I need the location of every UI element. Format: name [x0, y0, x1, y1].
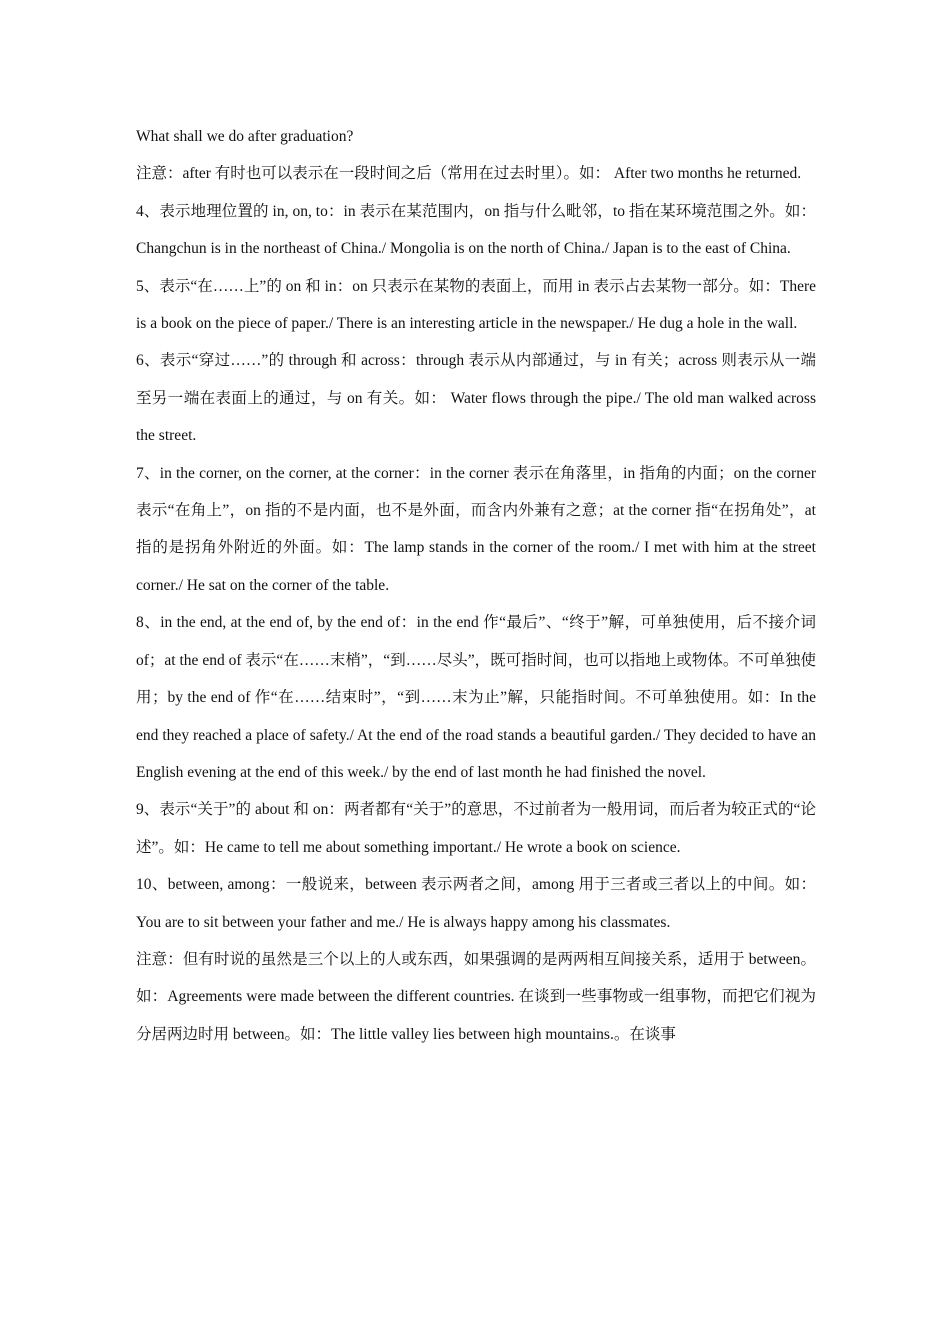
paragraph-note-after: 注意：after 有时也可以表示在一段时间之后（常用在过去时里）。如： After two months he returned. [136, 165, 802, 183]
document-body [136, 118, 816, 1053]
paragraph-item-8: 8、in the end, at the end of, by the end of：in the end 作“最后”、“终于”解，可单独使用，后不接介词 of；at the end of 表示“在……末梢”，“到……尽头”，既可指时间，也可以指地上或物体。不可单独使用；by the end of 作“在……结束时”，“到……末为止”解，只能指时间。不可单独使用。如：In the end they reached a place of safety./ At the end of the road stands a beautiful garden./ They decided to have an English evening at the end of this week./ by the end of last month he had finished the novel. [136, 614, 816, 781]
paragraph-question: What shall we do after graduation? [136, 128, 354, 145]
paragraph-item-4: 4、表示地理位置的 in, on, to：in 表示在某范围内，on 指与什么毗邻，to 指在某环境范围之外。如：Changchun is in the northeast of China./ Mongolia is on the north of China./ Japan is to the east of China. [136, 202, 816, 258]
paragraph-item-6: 6、表示“穿过……”的 through 和 across：through 表示从内部通过，与 in 有关；across 则表示从一端至另一端在表面上的通过，与 on 有关。如： Water flows through the pipe./ The old man walked across the street. [136, 352, 816, 445]
paragraph-item-7: 7、in the corner, on the corner, at the corner：in the corner 表示在角落里，in 指角的内面；on the corner 表示“在角上”，on 指的不是内面，也不是外面，而含内外兼有之意；at the corner 指“在拐角处”，at 指的是拐角外附近的外面。如：The lamp stands in the corner of the room./ I met with him at the street corner./ He sat on the corner of the table. [136, 464, 816, 594]
paragraph-item-9: 9、表示“关于”的 about 和 on：两者都有“关于”的意思，不过前者为一般用词，而后者为较正式的“论述”。如：He came to tell me about something important./ He wrote a book on science. [136, 801, 816, 856]
paragraph-item-5: 5、表示“在……上”的 on 和 in：on 只表示在某物的表面上，而用 in 表示占去某物一部分。如：There is a book on the piece of paper./ There is an interesting article in the newspaper./ He dug a hole in the wall. [136, 277, 816, 333]
paragraph-note-between: 注意：但有时说的虽然是三个以上的人或东西，如果强调的是两两相互间接关系，适用于 between。如：Agreements were made between the different countries. 在谈到一些事物或一组事物，而把它们视为分居两边时用 between。如：The little valley lies between high mountains.。在谈事 [136, 950, 816, 1043]
paragraph-item-10: 10、between, among：一般说来，between 表示两者之间，among 用于三者或三者以上的中间。如：You are to sit between your father and me./ He is always happy among his classmates. [136, 876, 816, 931]
